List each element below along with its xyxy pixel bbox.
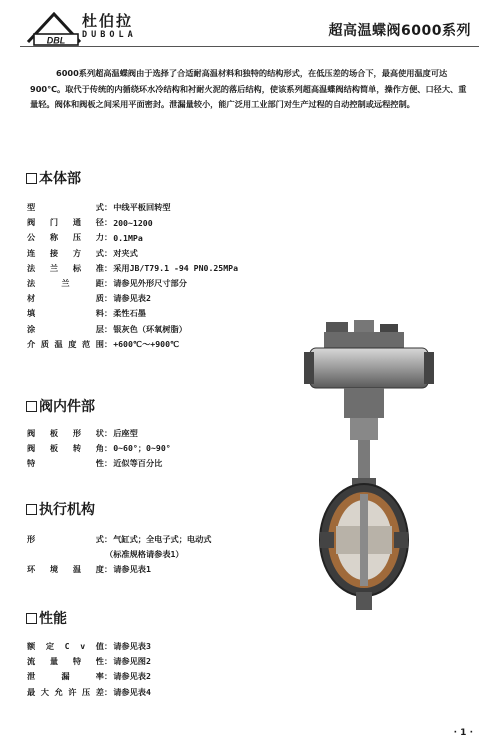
spec-label: 涂 层 [27,323,104,334]
spec-value: 柔性石墨 [113,308,146,319]
spec-colon: ： [104,443,113,454]
spec-colon: ： [104,564,113,575]
intro-text: 6000系列超高温蝶阀由于选择了合适耐高温材料和独特的结构形式，在低压差的场合下，最高使用温度可达900℃。取代于传统的内循绕环水冷结构和衬耐火泥的落后结构，使该系列超高温蝶阀结构简单，操作方便、口径大、重量轻。阀体和阀板之间采用平面密封。泄漏量较小，能广泛用工业部门对生产过程的自动控制或远程控制。 [30,68,467,109]
spec-row [27,261,238,276]
spec-row [27,669,151,684]
spec-label: 材 质 [27,293,104,304]
body-spec-list [27,200,238,352]
spec-label: 型 式 [27,202,104,213]
page-number: · 1 · [453,728,473,738]
spec-row [27,654,151,669]
spec-label: 连 接 方 式 [27,247,104,258]
spec-value: 请参见表1 [113,564,151,575]
spec-value: 请参见表4 [113,686,151,697]
spec-row [27,276,238,291]
spec-value: 银灰色（环氧树脂） [113,323,187,334]
spec-value: +600℃～+900℃ [113,338,180,349]
spec-colon: ： [104,202,113,213]
spec-value: 200~1200 [113,217,153,228]
spec-label: 公 称 压 力 [27,232,104,243]
spec-row [27,322,238,337]
performance-spec-list [27,639,151,700]
spec-value: 近似等百分比 [113,458,163,469]
spec-colon: ： [104,458,113,469]
spec-label: 法 兰 距 [27,278,104,289]
spec-label: 最 大 允 许 压 差 [27,686,104,697]
spec-value: 请参见图2 [113,656,151,667]
spec-label: 泄 漏 率 [27,671,104,682]
spec-label: 特 性 [27,458,104,469]
spec-value: 0~60°；0~90° [113,443,171,454]
section-title: 执行机构 [39,502,95,518]
spec-label: 阀 门 通 径 [27,217,104,228]
spec-colon: ： [104,671,113,682]
spec-colon: ： [104,217,113,228]
spec-row [27,639,151,654]
butterfly-valve-image [300,318,450,618]
brand-name-en: DUBOLA [82,30,137,40]
spec-colon: ： [104,232,113,243]
spec-value: 采用JB/T79.1 -94 PN0.25MPa [113,262,239,273]
spec-colon: ： [104,428,113,439]
section-title: 性能 [39,611,67,627]
spec-row [27,306,238,321]
section-title: 阀内件部 [39,399,95,415]
spec-row [27,547,211,562]
actuator-spec-list [27,532,211,578]
spec-row [27,456,171,471]
spec-colon: ： [104,641,113,652]
spec-label: 额 定 C v 值 [27,641,104,652]
spec-label: 流 量 特 性 [27,656,104,667]
spec-colon: ： [104,262,113,273]
spec-value: 后座型 [113,428,138,439]
checkbox-square-icon [26,173,37,184]
header-divider [20,46,479,47]
intro-paragraph [30,66,470,113]
spec-colon: ： [104,308,113,319]
spec-colon: ： [104,656,113,667]
section-title: 本体部 [39,171,81,187]
spec-row [27,337,238,352]
section-actuator [26,499,95,519]
checkbox-square-icon [26,504,37,515]
spec-row [27,200,238,215]
checkbox-square-icon [26,401,37,412]
spec-value: 气缸式；全电子式；电动式 [113,534,212,545]
brand-name-cn: 杜伯拉 [82,12,134,30]
series-title: 超高温蝶阀6000系列 [328,23,471,39]
spec-colon: ： [104,293,113,304]
dubola-logo-icon [26,12,82,46]
section-body [26,168,81,188]
spec-colon: ： [104,338,113,349]
spec-row [27,562,211,577]
spec-row [27,685,151,700]
spec-value: （标准规格请参表1） [105,549,184,560]
spec-row [27,246,238,261]
section-trim [26,396,95,416]
spec-colon: ： [104,686,113,697]
spec-label: 法 兰 标 准 [27,262,104,273]
spec-label: 形 式 [27,534,104,545]
spec-row [27,532,211,547]
spec-colon: ： [104,278,113,289]
checkbox-square-icon [26,613,37,624]
spec-value: 对夹式 [113,247,138,258]
section-performance [26,608,67,628]
logo-text: DBL [46,35,66,46]
spec-row [27,291,238,306]
spec-colon: ： [104,323,113,334]
spec-label: 阀 板 转 角 [27,443,104,454]
spec-row [27,230,238,245]
spec-value: 请参见表2 [113,293,151,304]
spec-row [27,215,238,230]
spec-label: 环 境 温 度 [27,564,104,575]
spec-value: 请参见外形尺寸部分 [113,278,187,289]
trim-spec-list [27,426,171,472]
spec-label: 阀 板 形 状 [27,428,104,439]
spec-colon: ： [104,534,113,545]
spec-colon: ： [104,247,113,258]
spec-value: 请参见表2 [113,671,151,682]
spec-label: 填 料 [27,308,104,319]
spec-value: 请参见表3 [113,641,151,652]
spec-value: 0.1MPa [113,232,143,243]
spec-row [27,441,171,456]
spec-row [27,426,171,441]
spec-value: 中线平板回转型 [113,202,171,213]
spec-label: 介 质 温 度 范 围 [27,338,104,349]
